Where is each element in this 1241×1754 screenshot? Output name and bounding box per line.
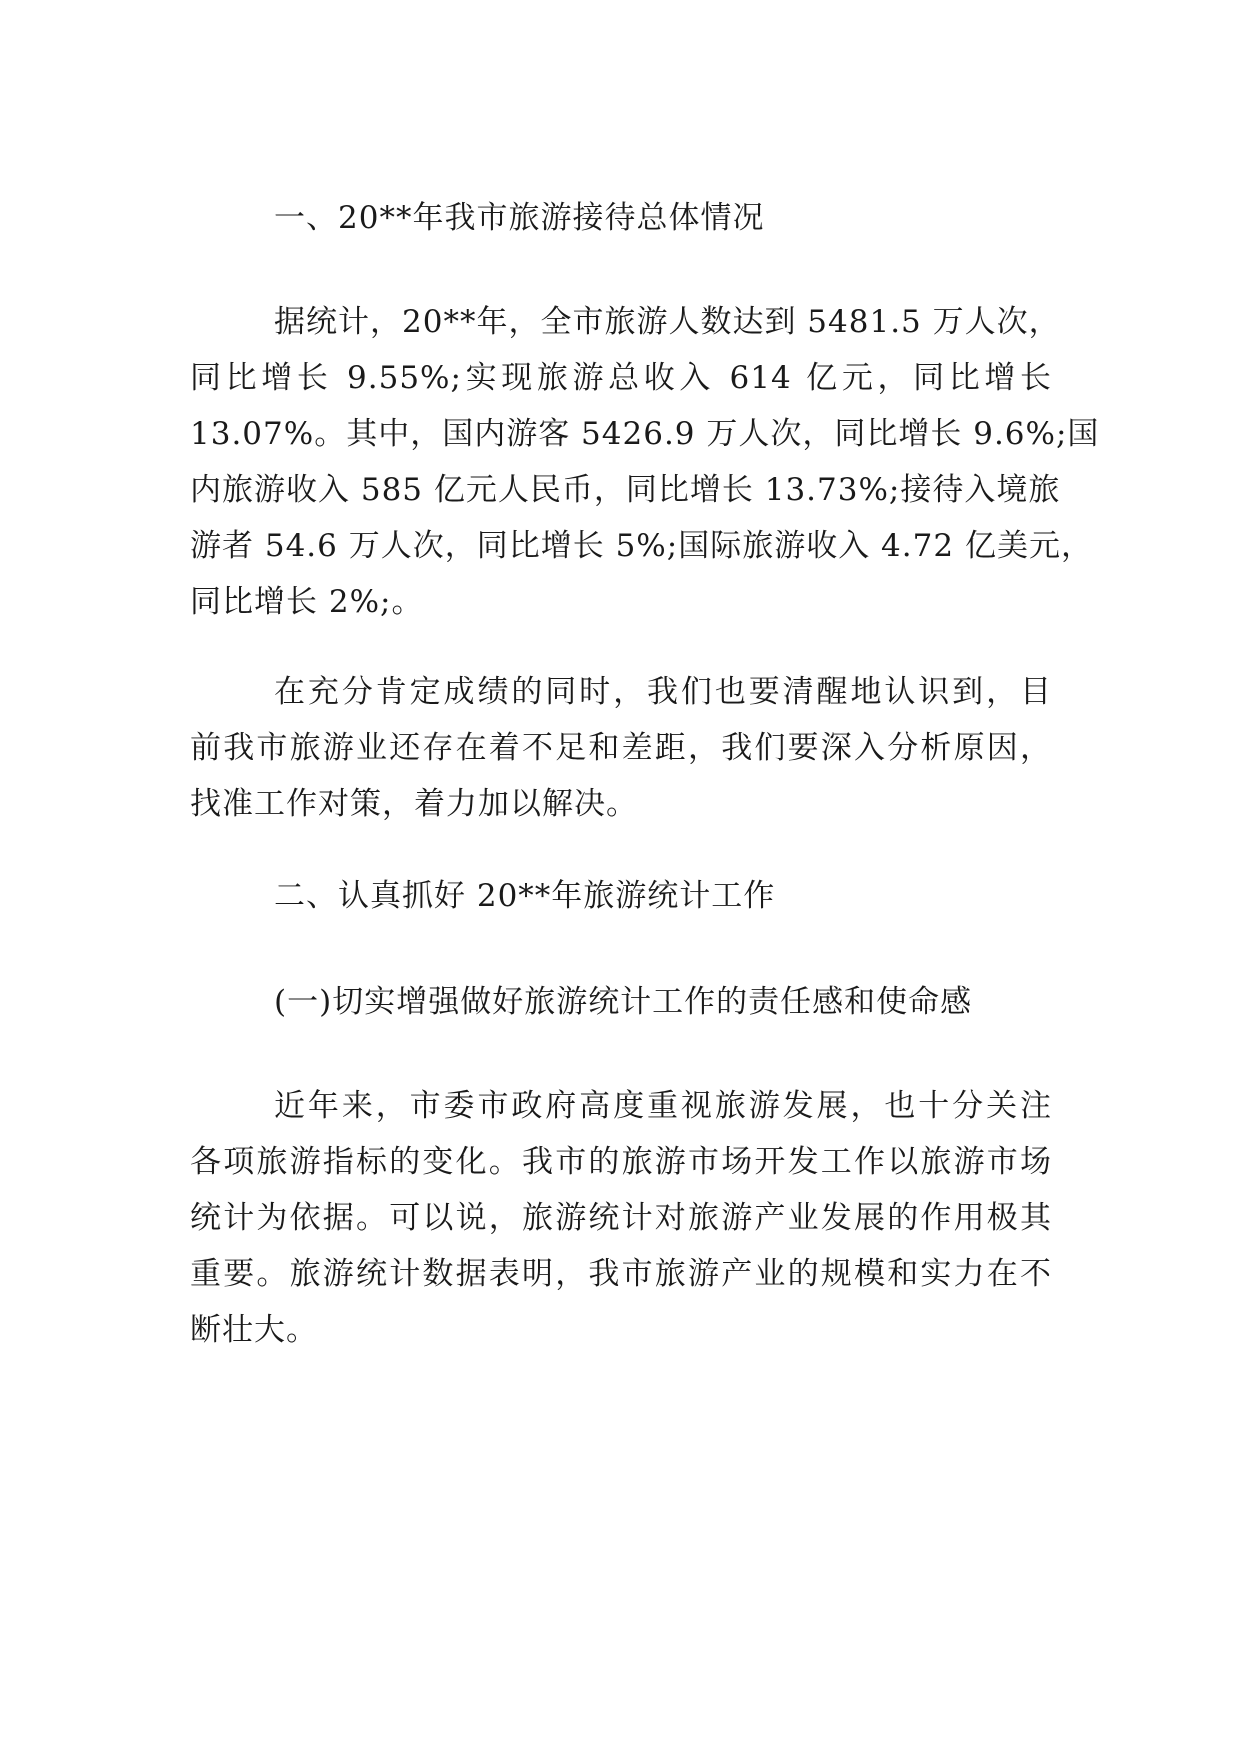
- paragraph-line: 据统计，20**年，全市旅游人数达到 5481.5 万人次，: [274, 304, 1061, 340]
- paragraph-line: 断壮大。: [190, 1312, 318, 1348]
- paragraph-line: 重要。旅游统计数据表明，我市旅游产业的规模和实力在不: [190, 1256, 1052, 1292]
- paragraph-line: 同比增长 9.55%;实现旅游总收入 614 亿元，同比增长: [190, 360, 1052, 396]
- paragraph-line: 游者 54.6 万人次，同比增长 5%;国际旅游收入 4.72 亿美元，: [190, 528, 1093, 564]
- paragraph-line: 13.07%。其中，国内游客 5426.9 万人次，同比增长 9.6%;国: [190, 416, 1100, 452]
- subsection-1-heading: (一)切实增强做好旅游统计工作的责任感和使命感: [274, 984, 973, 1020]
- paragraph-line: 统计为依据。可以说，旅游统计对旅游产业发展的作用极其: [190, 1200, 1052, 1236]
- paragraph-line: 在充分肯定成绩的同时，我们也要清醒地认识到，目: [274, 674, 1052, 710]
- paragraph-shortcomings: [190, 664, 1052, 832]
- paragraph-importance: [190, 1078, 1052, 1358]
- paragraph-line: 找准工作对策，着力加以解决。: [190, 786, 638, 822]
- section-1-heading: 一、20**年我市旅游接待总体情况: [274, 200, 765, 236]
- section-2-heading: 二、认真抓好 20**年旅游统计工作: [274, 878, 776, 914]
- paragraph-tourism-statistics: [190, 294, 1100, 630]
- paragraph-line: 同比增长 2%;。: [190, 584, 424, 620]
- paragraph-line: 近年来，市委市政府高度重视旅游发展，也十分关注: [274, 1088, 1052, 1124]
- paragraph-line: 内旅游收入 585 亿元人民币，同比增长 13.73%;接待入境旅: [190, 472, 1061, 508]
- paragraph-line: 前我市旅游业还存在着不足和差距，我们要深入分析原因，: [190, 730, 1052, 766]
- paragraph-line: 各项旅游指标的变化。我市的旅游市场开发工作以旅游市场: [190, 1144, 1052, 1180]
